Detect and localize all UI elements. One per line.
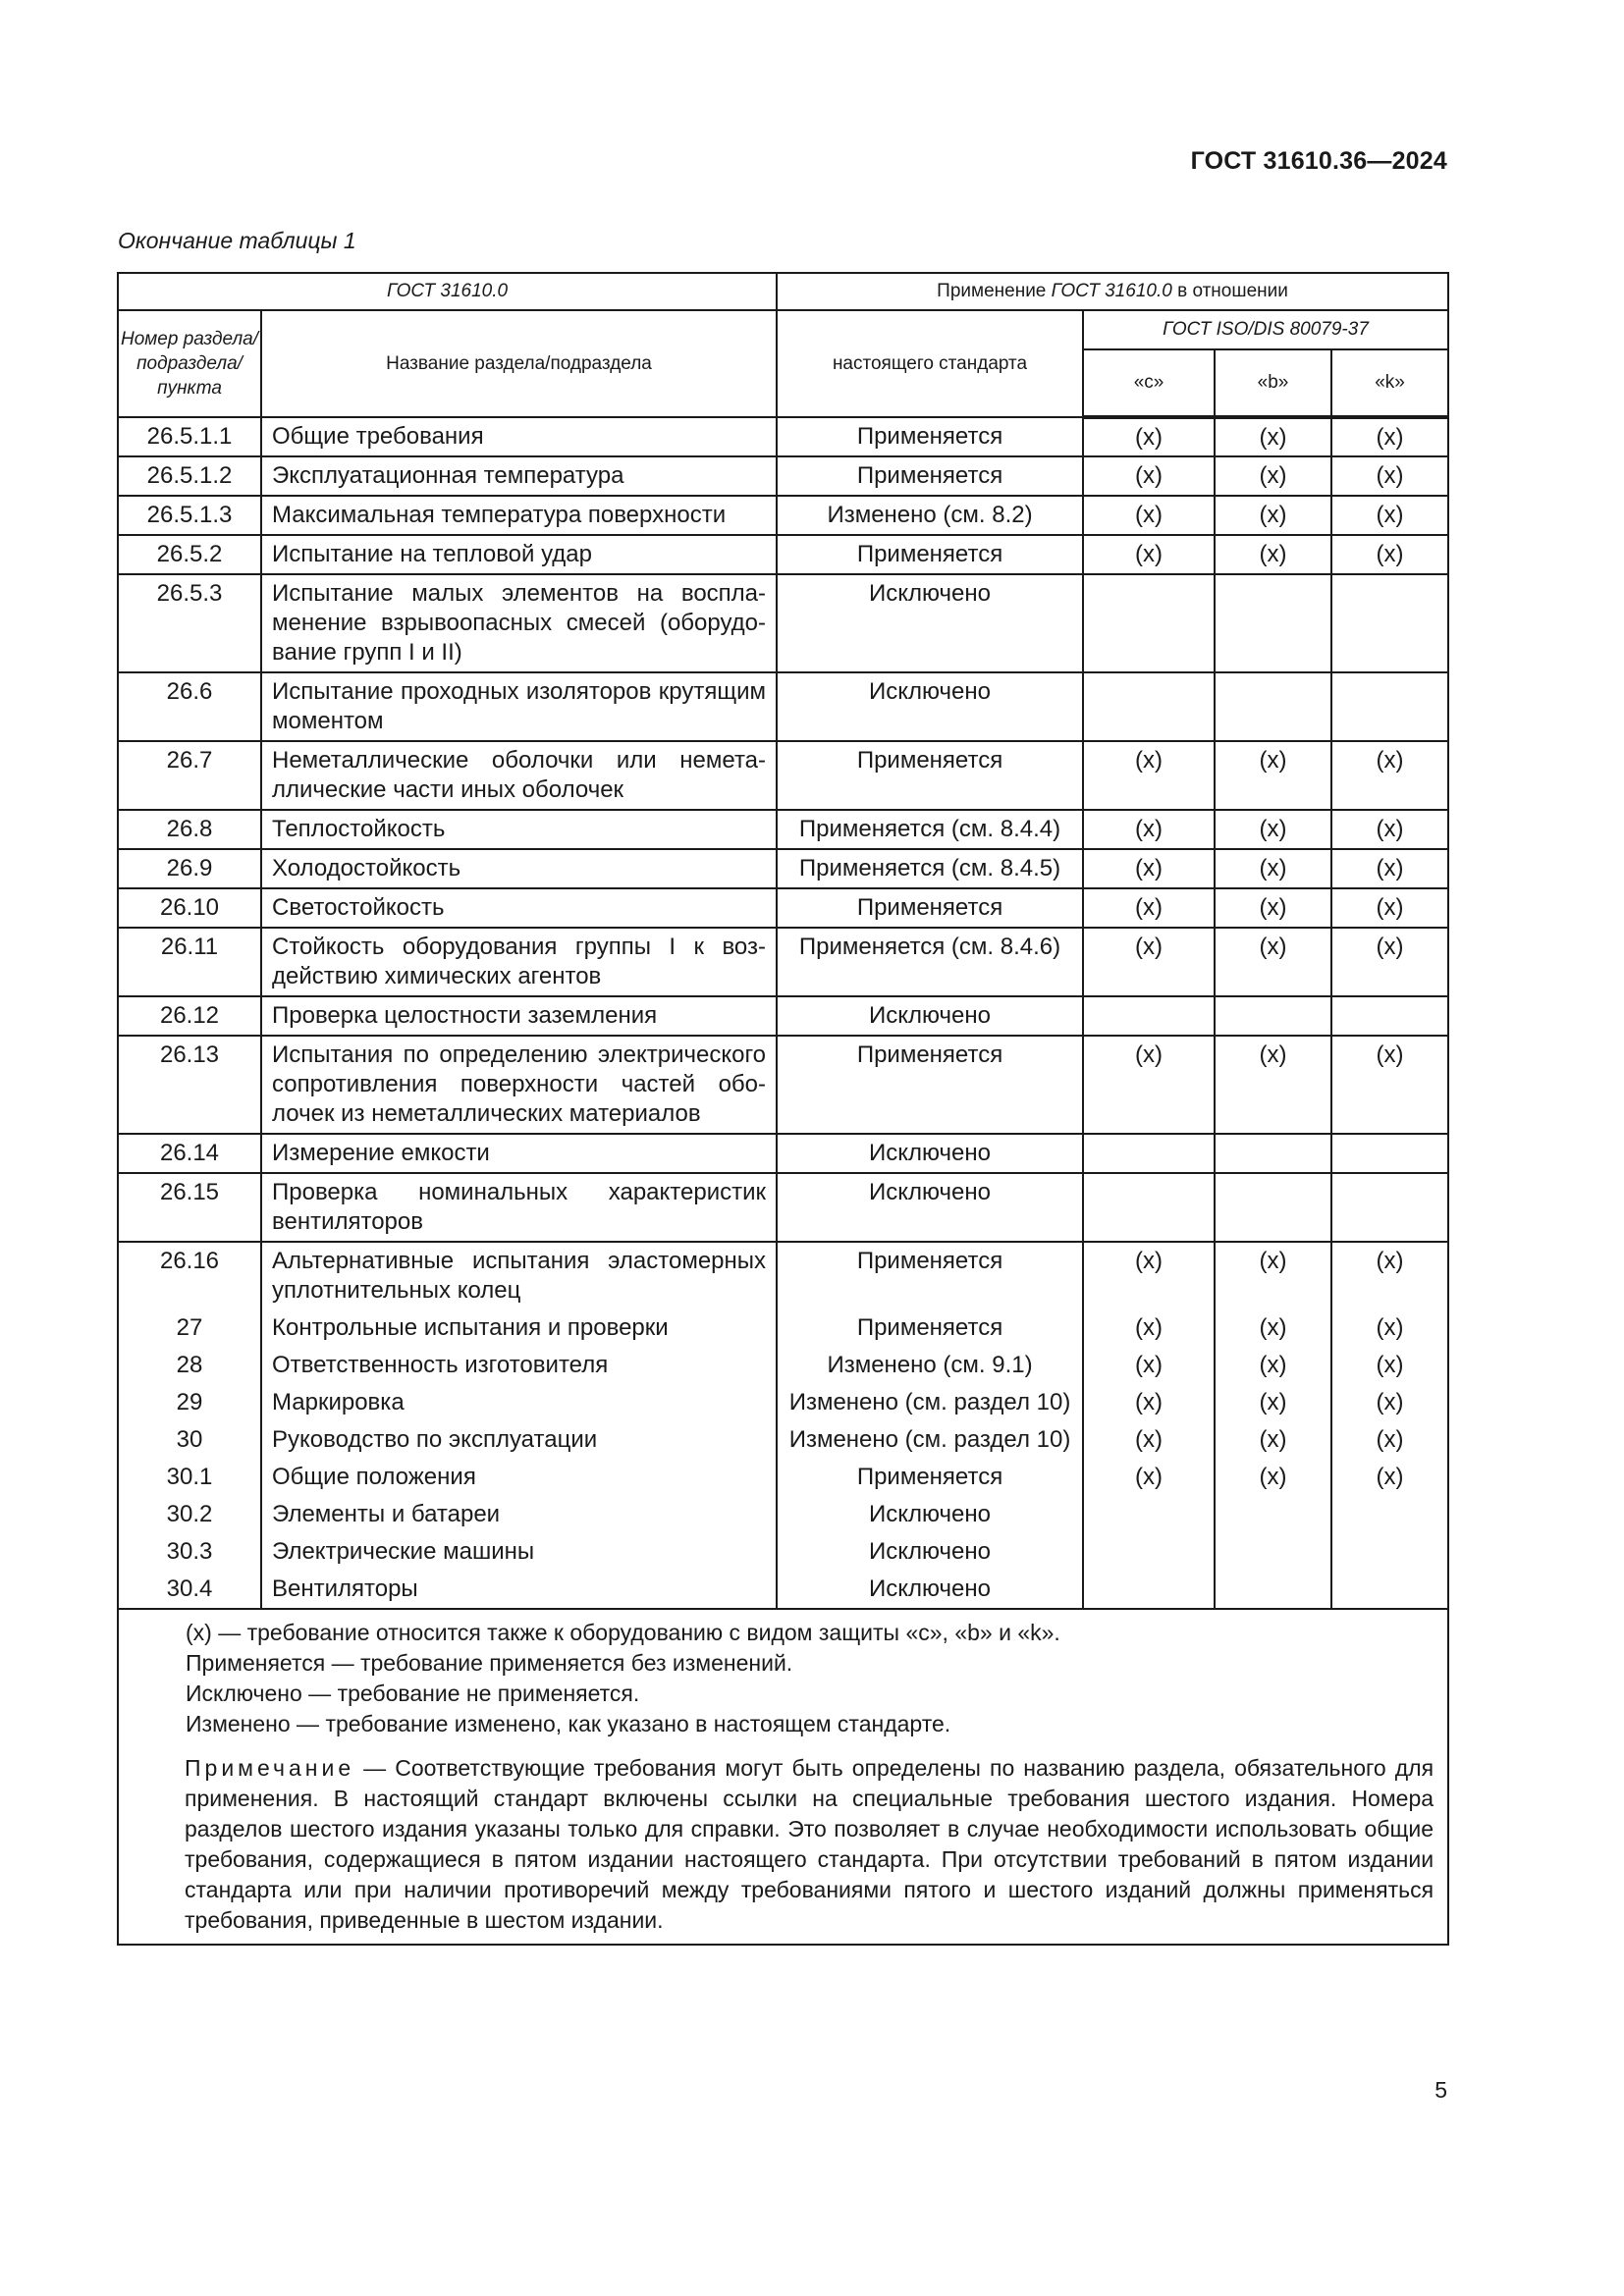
document-code: ГОСТ 31610.36—2024 [1190, 147, 1447, 175]
table-row [118, 1421, 1448, 1459]
row-application: Исключено [777, 574, 1083, 672]
row-application: Исключено [777, 1533, 1083, 1571]
table-row [118, 574, 1448, 672]
row-mark-b: (x) [1215, 849, 1331, 888]
row-number: 28 [118, 1347, 261, 1384]
table-row [118, 672, 1448, 741]
row-mark-c: (x) [1083, 417, 1215, 456]
row-mark-k: (x) [1331, 810, 1448, 849]
table-row [118, 888, 1448, 928]
row-application: Изменено (см. 8.2) [777, 496, 1083, 535]
table-row [118, 1571, 1448, 1609]
row-mark-b: (x) [1215, 741, 1331, 810]
row-title: Электрические машины [261, 1533, 777, 1571]
row-mark-k: (x) [1331, 417, 1448, 456]
row-mark-c: (x) [1083, 1384, 1215, 1421]
row-mark-k: (x) [1331, 928, 1448, 996]
row-application: Изменено (см. 9.1) [777, 1347, 1083, 1384]
head-c: «с» [1083, 349, 1215, 417]
row-mark-c [1083, 574, 1215, 672]
row-title: Неметаллические оболочки или неметаллические части иных оболочек [261, 741, 777, 810]
row-mark-b: (x) [1215, 1384, 1331, 1421]
row-number: 30.1 [118, 1459, 261, 1496]
row-application: Применяется (см. 8.4.4) [777, 810, 1083, 849]
table-row [118, 741, 1448, 810]
row-mark-c: (x) [1083, 741, 1215, 810]
row-title: Испытание малых элементов на воспламенение взрывоопасных смесей (оборудование групп I и II) [261, 574, 777, 672]
row-mark-b: (x) [1215, 1242, 1331, 1309]
head-number: Номер раздела/ подраздела/ пункта [118, 310, 261, 417]
row-title: Испытания по определению электрического сопротивления поверхности частей оболочек из неметаллических материалов [261, 1036, 777, 1134]
row-mark-b: (x) [1215, 417, 1331, 456]
row-mark-k: (x) [1331, 1309, 1448, 1347]
row-application: Изменено (см. раздел 10) [777, 1384, 1083, 1421]
row-mark-b [1215, 1496, 1331, 1533]
row-mark-k [1331, 672, 1448, 741]
row-application: Исключено [777, 1173, 1083, 1242]
row-mark-b: (x) [1215, 1036, 1331, 1134]
row-title: Проверка целостности заземления [261, 996, 777, 1036]
row-mark-b: (x) [1215, 1347, 1331, 1384]
row-mark-c [1083, 1533, 1215, 1571]
row-mark-k: (x) [1331, 456, 1448, 496]
row-title: Измерение емкости [261, 1134, 777, 1173]
table-row [118, 1173, 1448, 1242]
row-application: Применяется [777, 888, 1083, 928]
row-application: Применяется [777, 417, 1083, 456]
table-row [118, 456, 1448, 496]
row-mark-c: (x) [1083, 496, 1215, 535]
requirements-table [117, 272, 1449, 1946]
legend-applied: Применяется — требование применяется без изменений. [186, 1650, 793, 1676]
row-mark-c [1083, 1571, 1215, 1609]
row-number: 26.7 [118, 741, 261, 810]
row-title: Испытание проходных изоляторов крутящим моментом [261, 672, 777, 741]
row-number: 26.14 [118, 1134, 261, 1173]
row-mark-b [1215, 996, 1331, 1036]
row-number: 30 [118, 1421, 261, 1459]
table-row [118, 1242, 1448, 1309]
row-mark-b [1215, 1134, 1331, 1173]
head-k: «k» [1331, 349, 1448, 417]
row-mark-k: (x) [1331, 741, 1448, 810]
table-row [118, 496, 1448, 535]
row-mark-k: (x) [1331, 1421, 1448, 1459]
row-mark-k: (x) [1331, 1384, 1448, 1421]
row-mark-c [1083, 1496, 1215, 1533]
row-number: 26.5.1.3 [118, 496, 261, 535]
row-application: Исключено [777, 672, 1083, 741]
legend-changed: Изменено — требование изменено, как указано в настоящем стандарте. [186, 1711, 951, 1736]
row-number: 26.11 [118, 928, 261, 996]
row-mark-k: (x) [1331, 496, 1448, 535]
note-label: Примечание [185, 1755, 355, 1781]
row-number: 26.13 [118, 1036, 261, 1134]
row-mark-c: (x) [1083, 456, 1215, 496]
table-row [118, 1459, 1448, 1496]
row-mark-c: (x) [1083, 1459, 1215, 1496]
row-title: Маркировка [261, 1384, 777, 1421]
legend-excluded: Исключено — требование не применяется. [186, 1681, 640, 1706]
table-row [118, 849, 1448, 888]
row-mark-c: (x) [1083, 1242, 1215, 1309]
row-title: Альтернативные испытания эластомерных уплотнительных колец [261, 1242, 777, 1309]
row-mark-k [1331, 1533, 1448, 1571]
head-application: Применение ГОСТ 31610.0 в отношении [777, 273, 1448, 310]
row-mark-c: (x) [1083, 535, 1215, 574]
row-mark-k [1331, 1496, 1448, 1533]
row-application: Применяется [777, 535, 1083, 574]
row-mark-c [1083, 1173, 1215, 1242]
row-mark-c [1083, 1134, 1215, 1173]
row-mark-k: (x) [1331, 1242, 1448, 1309]
row-title: Вентиляторы [261, 1571, 777, 1609]
row-title: Светостойкость [261, 888, 777, 928]
row-mark-c: (x) [1083, 810, 1215, 849]
row-number: 26.5.3 [118, 574, 261, 672]
row-title: Проверка номинальных характеристик вентиляторов [261, 1173, 777, 1242]
row-number: 26.12 [118, 996, 261, 1036]
row-number: 26.5.2 [118, 535, 261, 574]
table-row [118, 535, 1448, 574]
row-application: Исключено [777, 1134, 1083, 1173]
row-mark-c [1083, 672, 1215, 741]
table-notes [118, 1609, 1448, 1945]
row-mark-c: (x) [1083, 928, 1215, 996]
note-paragraph [185, 1753, 1434, 1936]
row-application: Применяется [777, 1309, 1083, 1347]
row-application: Исключено [777, 1571, 1083, 1609]
row-title: Холодостойкость [261, 849, 777, 888]
row-title: Общие положения [261, 1459, 777, 1496]
table-row [118, 1347, 1448, 1384]
row-mark-b: (x) [1215, 888, 1331, 928]
row-mark-k: (x) [1331, 535, 1448, 574]
table-row [118, 1496, 1448, 1533]
row-application: Применяется (см. 8.4.6) [777, 928, 1083, 996]
row-number: 26.15 [118, 1173, 261, 1242]
table-row [118, 1036, 1448, 1134]
row-title: Испытание на тепловой удар [261, 535, 777, 574]
table-body [118, 417, 1448, 1609]
page-number: 5 [1435, 2077, 1447, 2103]
row-mark-b: (x) [1215, 1309, 1331, 1347]
row-number: 26.6 [118, 672, 261, 741]
row-title: Общие требования [261, 417, 777, 456]
row-mark-c: (x) [1083, 1421, 1215, 1459]
table-row [118, 1533, 1448, 1571]
note-text: — Соответствующие требования могут быть определены по названию раздела, обязательного для применения. В настоящий стандарт включены ссылки на специальные требования шестого издания. Номера разделов шестого издания указаны только для справки. Это позволяет в случае необходимости использовать общие требования, содержащиеся в пятом издании настоящего стандарта. При отсутствии требований в пятом издании стандарта или при наличии противоречий между требованиями пятого и шестого изданий должны применяться требования, приведенные в шестом издании. [185, 1755, 1435, 1933]
row-title: Стойкость оборудования группы I к воздействию химических агентов [261, 928, 777, 996]
row-mark-k [1331, 1134, 1448, 1173]
row-number: 26.5.1.2 [118, 456, 261, 496]
row-number: 26.16 [118, 1242, 261, 1309]
row-mark-k: (x) [1331, 1036, 1448, 1134]
row-mark-b [1215, 1173, 1331, 1242]
table-caption: Окончание таблицы 1 [118, 228, 356, 253]
row-mark-k: (x) [1331, 1347, 1448, 1384]
row-mark-b: (x) [1215, 1421, 1331, 1459]
row-mark-k: (x) [1331, 888, 1448, 928]
table-row [118, 417, 1448, 456]
row-application: Применяется [777, 456, 1083, 496]
row-mark-k [1331, 574, 1448, 672]
row-number: 26.8 [118, 810, 261, 849]
row-mark-c: (x) [1083, 1309, 1215, 1347]
head-name: Название раздела/подраздела [261, 310, 777, 417]
row-number: 30.4 [118, 1571, 261, 1609]
row-number: 29 [118, 1384, 261, 1421]
row-mark-b [1215, 574, 1331, 672]
row-number: 27 [118, 1309, 261, 1347]
row-mark-b: (x) [1215, 496, 1331, 535]
row-title: Элементы и батареи [261, 1496, 777, 1533]
row-mark-k [1331, 1571, 1448, 1609]
head-iso: ГОСТ ISO/DIS 80079-37 [1083, 310, 1448, 349]
row-mark-k [1331, 1173, 1448, 1242]
row-mark-c: (x) [1083, 888, 1215, 928]
row-title: Ответственность изготовителя [261, 1347, 777, 1384]
row-mark-b: (x) [1215, 1459, 1331, 1496]
row-mark-b: (x) [1215, 928, 1331, 996]
table-row [118, 1384, 1448, 1421]
row-mark-b: (x) [1215, 535, 1331, 574]
row-application: Изменено (см. раздел 10) [777, 1421, 1083, 1459]
row-mark-c: (x) [1083, 1036, 1215, 1134]
row-application: Применяется [777, 1036, 1083, 1134]
table-row [118, 928, 1448, 996]
row-title: Эксплуатационная температура [261, 456, 777, 496]
legend-x: (x) — требование относится также к оборудованию с видом защиты «с», «b» и «k». [186, 1620, 1060, 1645]
row-title: Контрольные испытания и проверки [261, 1309, 777, 1347]
row-mark-b: (x) [1215, 810, 1331, 849]
row-mark-b [1215, 672, 1331, 741]
row-title: Руководство по эксплуатации [261, 1421, 777, 1459]
row-mark-c: (x) [1083, 1347, 1215, 1384]
row-application: Исключено [777, 1496, 1083, 1533]
head-b: «b» [1215, 349, 1331, 417]
row-title: Теплостойкость [261, 810, 777, 849]
table-row [118, 1134, 1448, 1173]
row-mark-k [1331, 996, 1448, 1036]
row-mark-b [1215, 1571, 1331, 1609]
row-mark-k: (x) [1331, 849, 1448, 888]
row-application: Исключено [777, 996, 1083, 1036]
table-row [118, 810, 1448, 849]
head-this-standard: настоящего стандарта [777, 310, 1083, 417]
row-mark-c: (x) [1083, 849, 1215, 888]
table-row [118, 1309, 1448, 1347]
row-application: Применяется [777, 1242, 1083, 1309]
row-number: 26.9 [118, 849, 261, 888]
row-number: 30.2 [118, 1496, 261, 1533]
row-number: 26.5.1.1 [118, 417, 261, 456]
row-title: Максимальная температура поверхности [261, 496, 777, 535]
row-number: 30.3 [118, 1533, 261, 1571]
row-number: 26.10 [118, 888, 261, 928]
table-row [118, 996, 1448, 1036]
row-mark-b: (x) [1215, 456, 1331, 496]
row-mark-c [1083, 996, 1215, 1036]
row-application: Применяется [777, 1459, 1083, 1496]
row-mark-k: (x) [1331, 1459, 1448, 1496]
head-gost-base: ГОСТ 31610.0 [118, 273, 777, 310]
row-application: Применяется (см. 8.4.5) [777, 849, 1083, 888]
row-mark-b [1215, 1533, 1331, 1571]
row-application: Применяется [777, 741, 1083, 810]
